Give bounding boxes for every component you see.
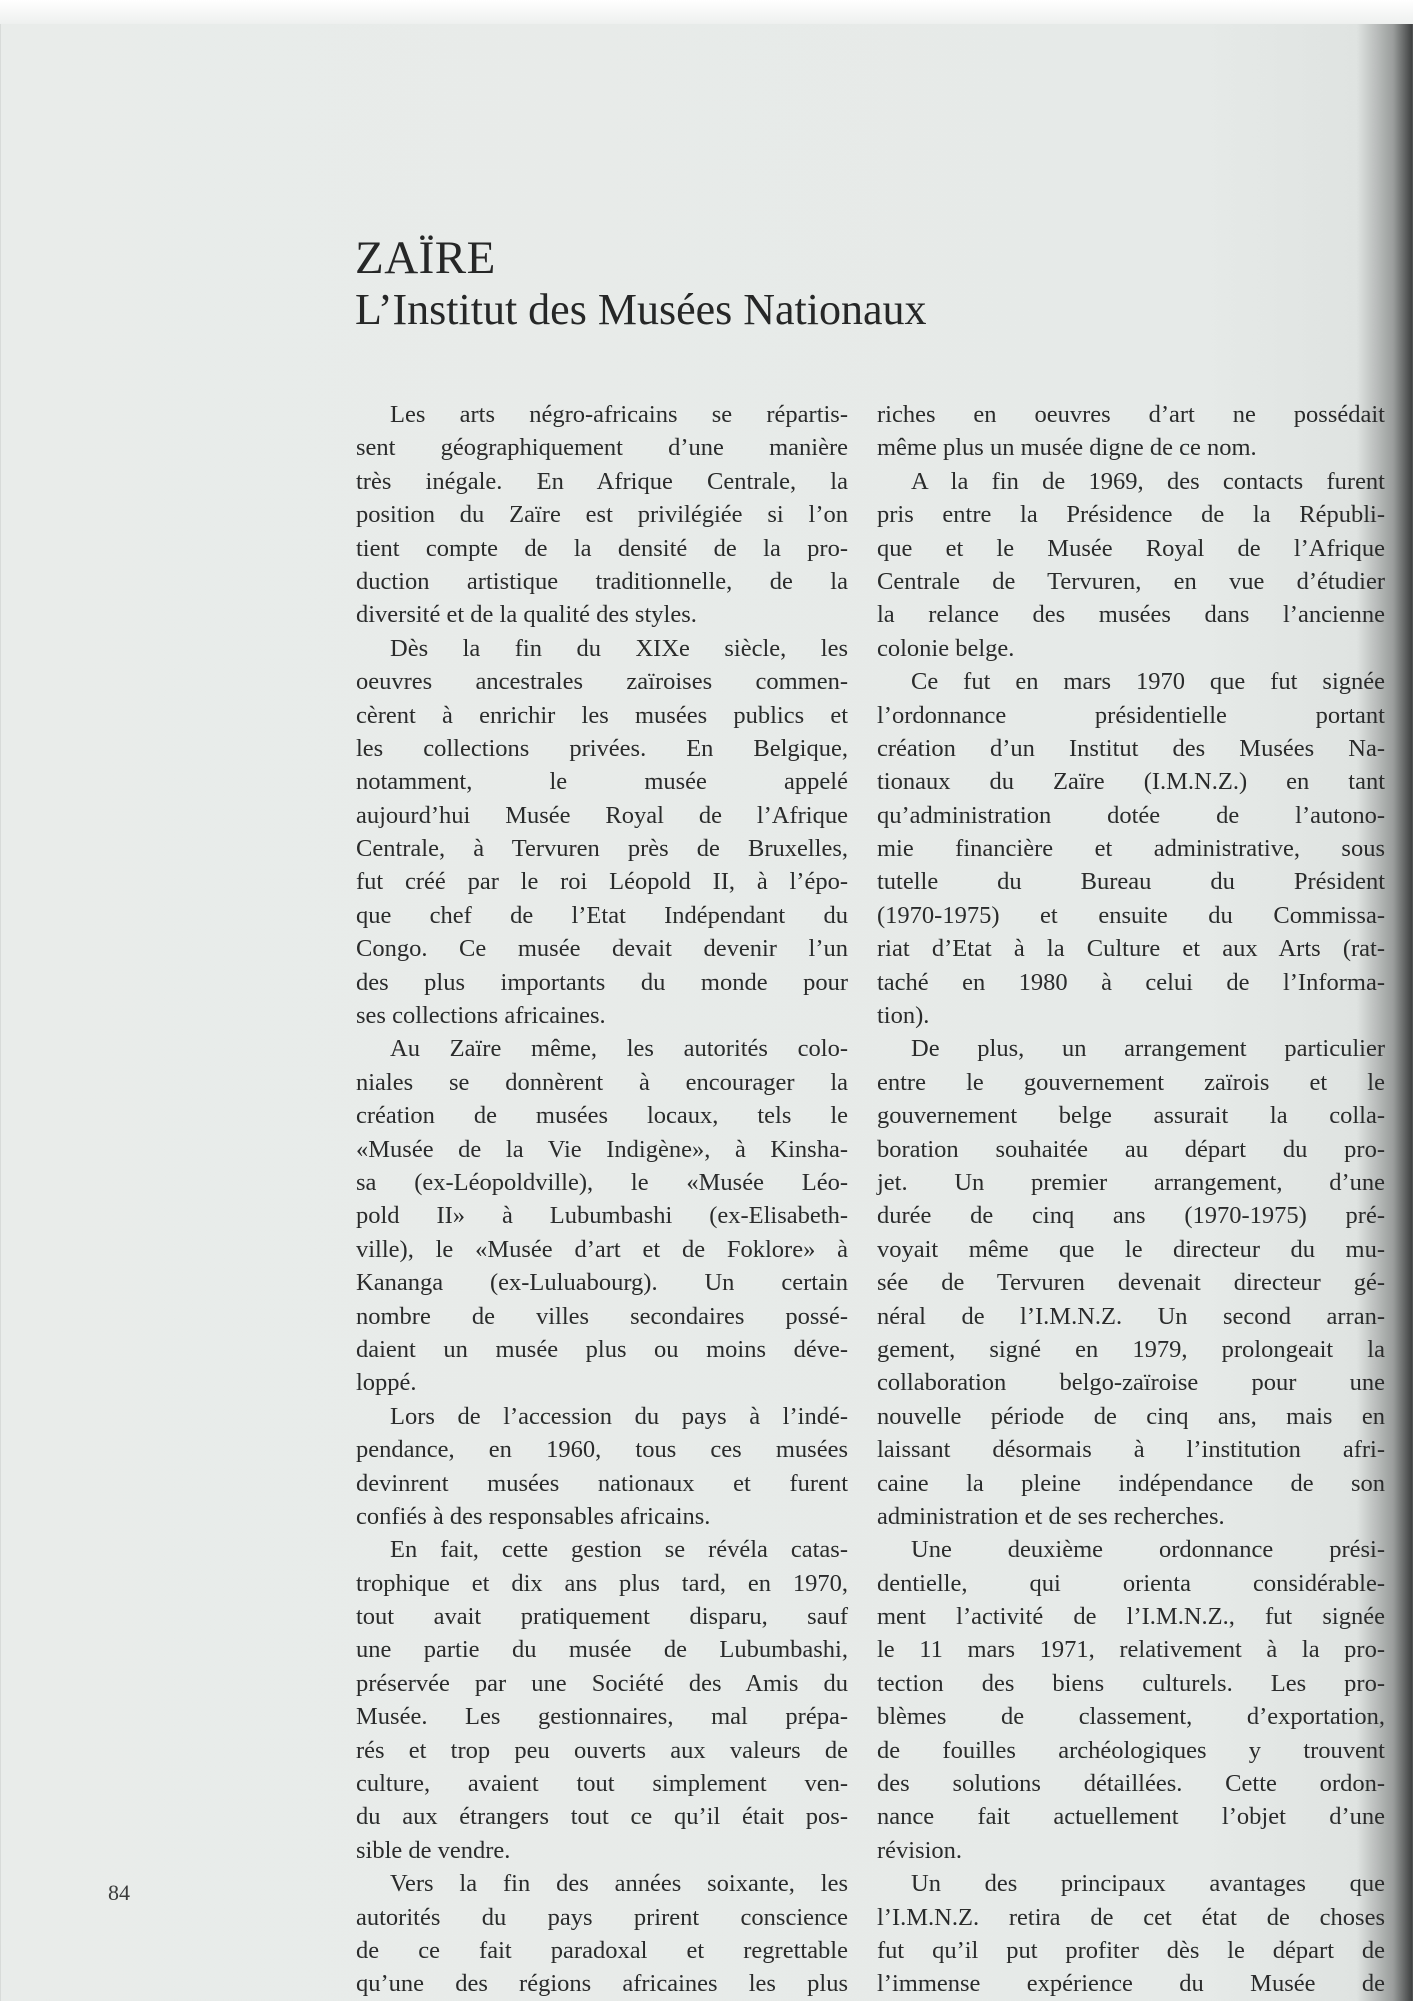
text-line: des solutions détaillées. Cette ordon- xyxy=(877,1770,1385,1798)
scan-top-edge xyxy=(0,0,1413,24)
text-line: oeuvres ancestrales zaïroises commen- xyxy=(356,668,848,696)
page-number: 84 xyxy=(108,1880,130,1905)
text-line: création d’un Institut des Musées Na- xyxy=(877,734,1385,762)
text-line: A la fin de 1969, des contacts furent xyxy=(911,467,1385,495)
text-line: «Musée de la Vie Indigène», à Kinsha- xyxy=(356,1135,848,1163)
text-line: autorités du pays prirent conscience xyxy=(356,1903,848,1931)
text-line: sée de Tervuren devenait directeur gé- xyxy=(877,1269,1385,1297)
text-line: ville), le «Musée d’art et de Foklore» à xyxy=(356,1235,848,1263)
text-line: qu’une des régions africaines les plus xyxy=(356,1970,848,1998)
text-line: les collections privées. En Belgique, xyxy=(356,734,848,762)
text-line: tout avait pratiquement disparu, sauf xyxy=(356,1603,848,1631)
text-line: même plus un musée digne de ce nom. xyxy=(877,434,1257,462)
text-line: riches en oeuvres d’art ne possédait xyxy=(877,401,1385,428)
text-line: Vers la fin des années soixante, les xyxy=(390,1870,848,1898)
text-line: pris entre la Présidence de la Républi- xyxy=(877,501,1385,529)
text-line: caine la pleine indépendance de son xyxy=(877,1469,1385,1497)
text-column-left xyxy=(356,398,848,2001)
text-line: cèrent à enrichir les musées publics et xyxy=(356,701,848,729)
text-line: notamment, le musée appelé xyxy=(356,768,848,796)
text-line: Ce fut en mars 1970 que fut signée xyxy=(911,668,1385,696)
text-line: Congo. Ce musée devait devenir l’un xyxy=(356,935,848,963)
text-line: de ce fait paradoxal et regrettable xyxy=(356,1936,848,1964)
text-line: Centrale, à Tervuren près de Bruxelles, xyxy=(356,835,848,863)
text-line: daient un musée plus ou moins déve- xyxy=(356,1335,848,1363)
text-line: loppé. xyxy=(356,1369,417,1397)
text-line: durée de cinq ans (1970-1975) pré- xyxy=(877,1202,1385,1230)
text-line: entre le gouvernement zaïrois et le xyxy=(877,1068,1385,1096)
text-line: Une deuxième ordonnance prési- xyxy=(911,1536,1385,1564)
text-line: diversité et de la qualité des styles. xyxy=(356,601,697,629)
text-line: création de musées locaux, tels le xyxy=(356,1102,848,1130)
text-line: Kananga (ex-Luluabourg). Un certain xyxy=(356,1269,848,1297)
text-line: que chef de l’Etat Indépendant du xyxy=(356,901,848,929)
text-line: tionaux du Zaïre (I.M.N.Z.) en tant xyxy=(877,768,1385,796)
text-line: pendance, en 1960, tous ces musées xyxy=(356,1436,848,1464)
text-line: sa (ex-Léopoldville), le «Musée Léo- xyxy=(356,1168,848,1196)
text-line: fut qu’il put profiter dès le départ de xyxy=(877,1936,1385,1964)
text-line: De plus, un arrangement particulier xyxy=(911,1035,1385,1063)
page-subtitle: L’Institut des Musées Nationaux xyxy=(355,285,927,334)
text-line: révision. xyxy=(877,1836,963,1864)
text-line: administration et de ses recherches. xyxy=(877,1502,1225,1530)
text-line: qu’administration dotée de l’autono- xyxy=(877,801,1385,829)
text-line: gement, signé en 1979, prolongeait la xyxy=(877,1335,1385,1363)
text-line: de fouilles archéologiques y trouvent xyxy=(877,1736,1385,1764)
text-line: confiés à des responsables africains. xyxy=(356,1502,711,1530)
text-line: Un des principaux avantages que xyxy=(911,1870,1385,1898)
text-line: du aux étrangers tout ce qu’il était pos- xyxy=(356,1803,848,1831)
text-line: des plus importants du monde pour xyxy=(356,968,848,996)
text-line: tion). xyxy=(877,1002,930,1030)
text-line: gouvernement belge assurait la colla- xyxy=(877,1102,1385,1130)
text-line: tient compte de la densité de la pro- xyxy=(356,534,848,562)
text-line: boration souhaitée au départ du pro- xyxy=(877,1135,1385,1163)
text-line: niales se donnèrent à encourager la xyxy=(356,1068,848,1096)
text-line: très inégale. En Afrique Centrale, la xyxy=(356,467,848,495)
text-line: le 11 mars 1971, relativement à la pro- xyxy=(877,1636,1385,1664)
text-line: ses collections africaines. xyxy=(356,1002,606,1030)
text-line: devinrent musées nationaux et furent xyxy=(356,1469,848,1497)
text-line: la relance des musées dans l’ancienne xyxy=(877,601,1385,629)
text-line: (1970-1975) et ensuite du Commissa- xyxy=(877,901,1385,929)
text-line: fut créé par le roi Léopold II, à l’épo- xyxy=(356,868,848,896)
text-line: une partie du musée de Lubumbashi, xyxy=(356,1636,848,1664)
text-line: l’immense expérience du Musée de xyxy=(877,1970,1385,1998)
text-line: culture, avaient tout simplement ven- xyxy=(356,1770,848,1798)
text-line: l’I.M.N.Z. retira de cet état de choses xyxy=(877,1903,1385,1931)
text-column-right xyxy=(877,398,1385,2001)
text-line: nouvelle période de cinq ans, mais en xyxy=(877,1402,1385,1430)
text-line: colonie belge. xyxy=(877,634,1015,662)
text-line: Les arts négro-africains se répartis- xyxy=(390,401,848,428)
text-line: ment l’activité de l’I.M.N.Z., fut signée xyxy=(877,1603,1385,1631)
text-line: riat d’Etat à la Culture et aux Arts (rat- xyxy=(877,935,1385,963)
text-line: rés et trop peu ouverts aux valeurs de xyxy=(356,1736,848,1764)
text-line: tection des biens culturels. Les pro- xyxy=(877,1669,1385,1697)
text-line: taché en 1980 à celui de l’Informa- xyxy=(877,968,1385,996)
text-line: laissant désormais à l’institution afri- xyxy=(877,1436,1385,1464)
text-line: aujourd’hui Musée Royal de l’Afrique xyxy=(356,801,848,829)
text-line: Musée. Les gestionnaires, mal prépa- xyxy=(356,1703,848,1731)
text-line: l’ordonnance présidentielle portant xyxy=(877,701,1385,729)
text-line: blèmes de classement, d’exportation, xyxy=(877,1703,1385,1731)
text-line: duction artistique traditionnelle, de la xyxy=(356,567,848,595)
text-line: dentielle, qui orienta considérable- xyxy=(877,1569,1385,1597)
text-line: jet. Un premier arrangement, d’une xyxy=(877,1168,1385,1196)
text-line: préservée par une Société des Amis du xyxy=(356,1669,848,1697)
text-line: Lors de l’accession du pays à l’indé- xyxy=(390,1402,848,1430)
text-line: pold II» à Lubumbashi (ex-Elisabeth- xyxy=(356,1202,848,1230)
text-line: sent géographiquement d’une manière xyxy=(356,434,848,462)
text-line: En fait, cette gestion se révéla catas- xyxy=(390,1536,848,1564)
text-line: trophique et dix ans plus tard, en 1970, xyxy=(356,1569,848,1597)
text-line: sible de vendre. xyxy=(356,1836,511,1864)
text-line: mie financière et administrative, sous xyxy=(877,835,1385,863)
page-title: ZAÏRE xyxy=(355,232,496,284)
text-line: Dès la fin du XIXe siècle, les xyxy=(390,634,848,662)
text-line: position du Zaïre est privilégiée si l’on xyxy=(356,501,848,529)
text-line: néral de l’I.M.N.Z. Un second arran- xyxy=(877,1302,1385,1330)
text-line: Au Zaïre même, les autorités colo- xyxy=(390,1035,848,1063)
text-line: tutelle du Bureau du Président xyxy=(877,868,1385,896)
text-line: que et le Musée Royal de l’Afrique xyxy=(877,534,1385,562)
text-line: voyait même que le directeur du mu- xyxy=(877,1235,1385,1263)
text-line: Centrale de Tervuren, en vue d’étudier xyxy=(877,567,1385,595)
text-line: nance fait actuellement l’objet d’une xyxy=(877,1803,1385,1831)
text-line: nombre de villes secondaires possé- xyxy=(356,1302,848,1330)
text-line: collaboration belgo-zaïroise pour une xyxy=(877,1369,1385,1397)
